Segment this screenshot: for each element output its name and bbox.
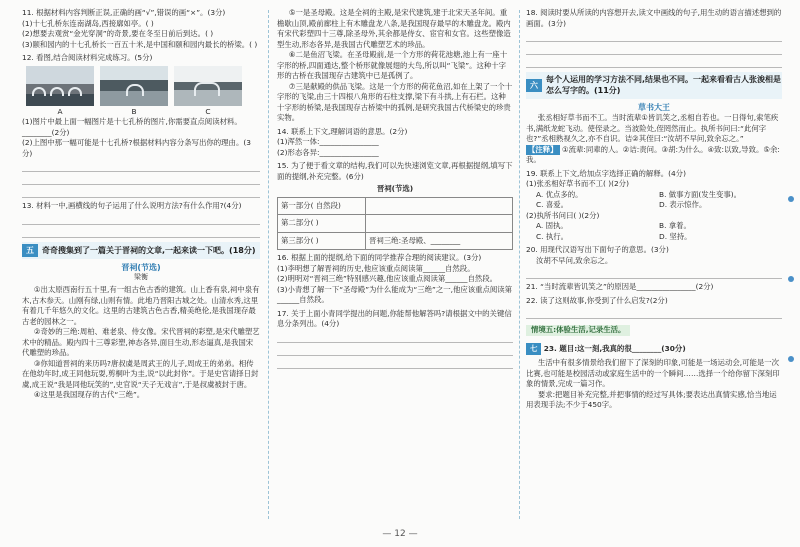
section-title: 每个人运用的学习方法不同,结果也不同。一起来看看古人张浚相是怎么写字的。(11分): [546, 75, 782, 96]
question-12-part-1: (1)图片中最上面一幅图片是十七孔桥的图片,你需要直点阅读材料。________(2分): [22, 117, 242, 137]
question-16-item: (2)明明对“晋祠三绝”特别感兴趣,他应该重点阅读第______自然段。: [277, 274, 498, 284]
photo-captions: [26, 107, 260, 118]
section-5-header: [22, 242, 260, 259]
column-divider: [268, 10, 269, 519]
passage-paragraph: 张丞相好草书而不工。当时流辈①皆讥笑之,丞相自若也。一日得句,索笔疾书,满纸龙蛇飞动。使侄录之。当波险处,侄罔然而止。执所书问曰:“此何字也?”丞相熟视久之,亦不自识。诘②其侄曰:“汝胡不早问,致余忘之。”: [526, 113, 779, 144]
question-22-stem: 22. 读了这则故事,你受到了什么启发?(2分): [526, 295, 668, 305]
passage-title: 晋祠(节选): [121, 263, 161, 273]
margin-dot: [788, 356, 794, 362]
section-title: 奇奇搜集到了一篇关于晋祠的文章,一起来读一下吧。(18分): [42, 245, 256, 255]
question-23: [526, 339, 782, 411]
column-divider: [519, 10, 520, 519]
question-14-item: (2)形态各异:________________: [277, 147, 379, 157]
option[interactable]: D. 坚持。: [659, 231, 692, 241]
summary-row-label: 第二部分( ): [278, 215, 366, 233]
option[interactable]: B. 做事方面(发生变事)。: [659, 189, 742, 199]
question-19: [526, 169, 782, 243]
section-6-header: [526, 72, 782, 99]
passage-author: 梁衡: [134, 273, 148, 282]
question-13: [22, 201, 260, 238]
question-12-stem: 12. 看图,结合阅读材料完成练习。(5分): [22, 53, 153, 63]
question-15: [277, 161, 513, 250]
question-16-item: (1)李明想了解晋祠的历史,他应该重点阅读第______自然段。: [277, 263, 475, 273]
option[interactable]: A. 固执。: [536, 221, 568, 231]
question-16: [277, 253, 513, 306]
question-21-stem: 21. “当时流辈皆讥笑之”的原因是________________(2分): [526, 282, 714, 292]
bridge-photo-c: [174, 66, 242, 106]
question-11: [22, 8, 260, 50]
answer-lines[interactable]: [526, 306, 782, 319]
summary-cell[interactable]: [366, 215, 513, 233]
question-21: [526, 282, 782, 293]
situation-label: 情境五:体验生活,记录生活。: [526, 325, 630, 336]
question-19-stem: 19. 联系上下文,给加点字选择正确的解释。(4分): [526, 168, 686, 178]
option[interactable]: D. 表示惊作。: [659, 200, 707, 210]
question-20: [526, 245, 782, 279]
question-14-item: (1)浑然一体:________________: [277, 137, 379, 147]
passage-notes: [526, 145, 782, 166]
summary-table-title: 晋祠(节选): [376, 184, 414, 194]
passage-paragraph: ①出太原西南行五十里,有一组古色古香的建筑。山上香有泉,祠中泉有木,古木参天。山刚有绿,山则有情。此地乃晋阳古城之处。山清水秀,这里有着几千年悠久的文化。这里的古建筑古色古香,精美绝伦,是我国现存最古老的园林之一。: [22, 285, 260, 326]
margin-dot: [788, 276, 794, 282]
question-16-stem: 16. 根据上面的提纲,给下面的同学推荐合理的阅读建议。(3分): [277, 253, 482, 263]
option[interactable]: B. 拿着。: [659, 221, 691, 231]
question-17: [277, 309, 513, 369]
summary-cell-three-wonders[interactable]: 晋祠三绝:圣母殿、________: [366, 232, 513, 250]
notes-text: ①流辈:同辈的人。②诘:责问。③胡:为什么。④致:以致,导致。⑤余:我。: [526, 144, 780, 165]
answer-lines[interactable]: [277, 330, 513, 369]
passage-paragraph: ③你知道晋祠的来历吗?唐叔虞是周武王的儿子,周成王的弟弟。相传在他幼年时,成王同他玩耍,剪桐叶为圭,说“以此封你”。于是史官请择日封虞,成王说“我是同他玩笑的”,史官说“天子无戏言”,于是叔虞被封于唐。: [22, 358, 259, 389]
question-20-stem: 20. 用现代汉语写出下面句子的意思。(3分): [526, 245, 669, 255]
question-20-sentence: 汝胡不早问,致余忘之。: [536, 255, 613, 265]
passage-title: 草书大王: [638, 102, 670, 112]
summary-row-label: 第一部分( 自然段): [278, 197, 366, 215]
question-16-item: (3)小青想了解一下“圣母殿”为什么能成为“三绝”之一,他应该重点阅读第______自然段。: [277, 284, 513, 305]
essay-requirements: 要求:把题目补充完整,并把事情的经过写具体;要表达出真情实感,恰当地运用表现手法;不少于450字。: [526, 389, 777, 410]
question-13-stem: 13. 材料一中,画横线的句子运用了什么说明方法?有什么作用?(4分): [22, 201, 242, 211]
question-14: [277, 127, 513, 159]
answer-lines[interactable]: [526, 29, 782, 68]
bridge-photo-a: [26, 66, 94, 106]
passage-paragraph: ⑥二是鱼沼飞梁。在圣母殿前,是一个方形的荷花池塘,池上有一座十字形的桥,四面通达,整个桥形就像展翅的大鸟,所以叫“飞梁”。这种十字形的古桥在我国现存古建筑中已是孤例了。: [277, 50, 508, 81]
question-18: [526, 8, 782, 68]
summary-table: [277, 197, 513, 251]
caption-a: A: [57, 106, 63, 116]
passage-paragraph: ④这里是我国现存的古代“三绝”。: [33, 390, 145, 400]
right-column: [526, 8, 782, 414]
question-17-stem: 17. 关于上面小青同学提出的问题,你能帮他解答吗?请根据文中的关键信息分条列出。(4分): [277, 308, 512, 329]
question-11-item: (2)想要去观赏“金光穿洞”的奇景,要在冬至日前后到达。( ): [22, 29, 214, 39]
caption-b: B: [131, 106, 137, 116]
answer-lines[interactable]: [526, 266, 782, 279]
section-badge: 七: [526, 343, 541, 356]
question-19-group-1: (1)张丞相好草书而不工( )(2分): [526, 179, 629, 189]
section-badge: 六: [526, 79, 542, 92]
margin-dot: [788, 196, 794, 202]
answer-lines[interactable]: [22, 159, 260, 198]
answer-lines[interactable]: [22, 212, 260, 238]
question-19-group-2: (2)执所书问曰( )(2分): [526, 210, 600, 220]
summary-cell[interactable]: [366, 197, 513, 215]
question-11-stem: 11. 根据材料内容判断正误,正确的画“√”,错误的画“×”。(3分): [22, 8, 226, 17]
bridge-photos: [26, 66, 260, 106]
option-row: [526, 190, 782, 201]
caption-c: C: [205, 106, 211, 116]
bridge-photo-b: [100, 66, 168, 106]
question-12-part-2: (2)上图中那一幅可能是十七孔桥?根据材料内容分条写出你的理由。(3分): [22, 138, 251, 158]
section-badge: 五: [22, 244, 38, 257]
passage-paragraph: ⑤一是圣母殿。这是全祠的主殿,是宋代建筑,建于北宋天圣年间。重檐歇山顶,殿前廊柱上有木雕盘龙八条,是我国现存最早的木雕盘龙。殿内有宋代彩塑四十三尊,除圣母外,其余都是侍女、宦官和女官。这些塑像造型生动,形态各异,是我国古代雕塑艺术的珍品。: [277, 8, 511, 49]
left-column: [22, 8, 260, 401]
option[interactable]: C. 执行。: [536, 231, 569, 241]
option[interactable]: A. 优点多的。: [536, 189, 583, 199]
question-22: [526, 296, 782, 320]
question-18-stem: 18. 阅读时要从所读的内容想开去,读文中画线的句子,用生动的语言描述想到的画面。(3分): [526, 8, 782, 28]
question-15-stem: 15. 为了便于看文章的结构,我们可以先快速浏览文章,再根据提纲,填写下面的提纲,补充完整。(6分): [277, 161, 513, 181]
question-14-stem: 14. 联系上下文,理解词语的意思。(2分): [277, 126, 408, 136]
essay-prompt: 生活中有很多情景给我们留下了深刻的印象,可能是一场运动会,可能是一次比赛,也可能是校园活动或家庭生活中的一个瞬间……选择一个给你留下深刻印象的情景,完成一篇习作。: [526, 358, 780, 389]
option-row: [526, 232, 782, 243]
question-11-item: (3)颐和园内的十七孔桥长一百五十米,是中国和颐和园内最长的桥梁。( ): [22, 39, 258, 49]
option-row: [526, 200, 782, 211]
page-number: — 12 —: [382, 529, 418, 540]
passage-paragraph: ⑦三是献殿的供品飞梁。这是一个方形的荷花鱼沼,如在上架了一个十字形的飞梁,由三十四根八角形的石柱支撑,梁下有斗拱,上有石栏。这种十字形的桥梁,是我国现存古桥梁中的孤例,是研究我国古代桥梁史的珍贵实物。: [277, 81, 513, 123]
notes-label: 【注释】: [528, 144, 558, 154]
option-row: [526, 221, 782, 232]
question-12: [22, 53, 260, 198]
summary-row-label: 第三部分( ): [278, 232, 366, 250]
question-11-item: (1)十七孔桥东连南湖岛,西接廓如亭。( ): [22, 18, 154, 28]
option[interactable]: C. 喜爱。: [536, 200, 569, 210]
question-23-stem: 23. 题目:这一刻,我真的很________(30分): [543, 343, 686, 353]
middle-column: [277, 8, 513, 372]
passage-paragraph: ②奇妙的三绝:周柏、难老泉、侍女像。宋代晋祠的彩塑,是宋代雕塑艺术中的精品。殿内四十三尊彩塑,神态各异,面目生动,形态逼真,是我国宋代雕塑的珍品。: [22, 327, 260, 358]
